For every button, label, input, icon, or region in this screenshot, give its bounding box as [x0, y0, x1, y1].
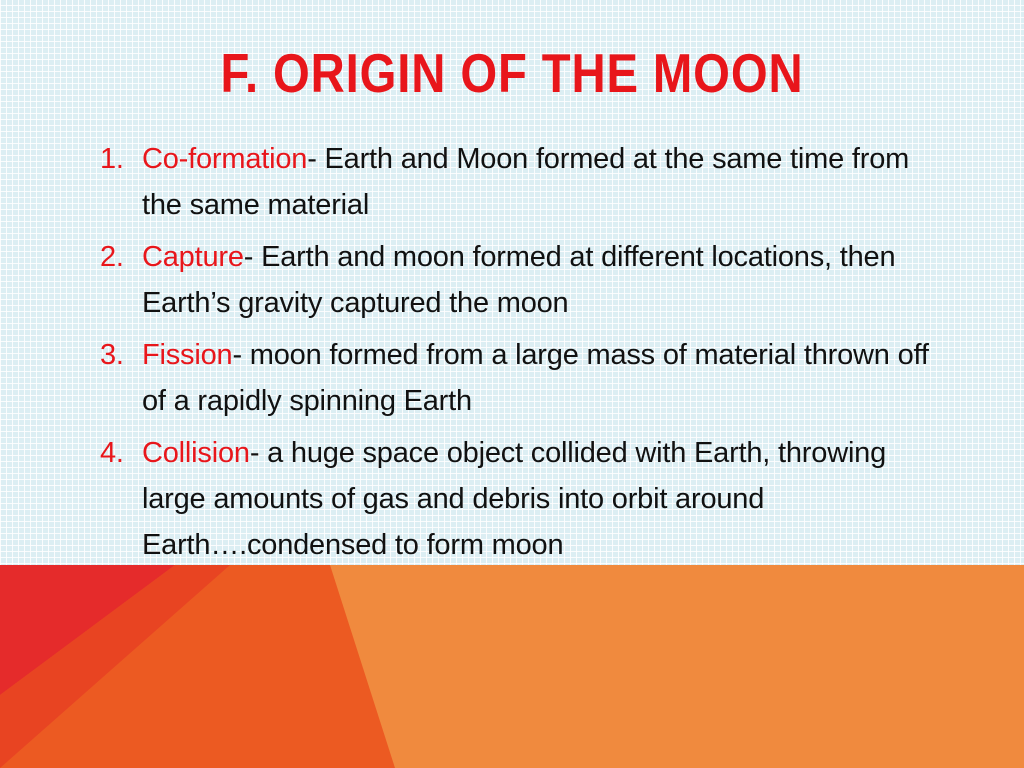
item-term: Co-formation — [142, 143, 308, 175]
origin-theory-list — [100, 136, 930, 574]
item-number: 2. — [100, 241, 124, 273]
item-term: Collision — [142, 437, 250, 469]
item-description: - a huge space object collided with Earth, throwing large amounts of gas and debris into orbit around Earth….condensed to form moon — [142, 437, 887, 561]
item-description: - Earth and Moon formed at the same time from the same material — [142, 143, 910, 221]
item-number: 3. — [100, 339, 124, 371]
list-item-collision — [100, 430, 930, 568]
list-item-capture — [100, 234, 930, 326]
band-graphic — [0, 565, 1024, 768]
item-term: Capture — [142, 241, 244, 273]
item-number: 4. — [100, 437, 124, 469]
item-description: - Earth and moon formed at different locations, then Earth’s gravity captured the moon — [142, 241, 896, 319]
slide-title: F. ORIGIN OF THE MOON — [220, 42, 804, 104]
list-item-fission — [100, 332, 930, 424]
item-description: - moon formed from a large mass of material thrown off of a rapidly spinning Earth — [142, 339, 929, 417]
item-term: Fission — [142, 339, 233, 371]
item-number: 1. — [100, 143, 124, 175]
decorative-bottom-band — [0, 565, 1024, 768]
list-item-co-formation — [100, 136, 930, 228]
